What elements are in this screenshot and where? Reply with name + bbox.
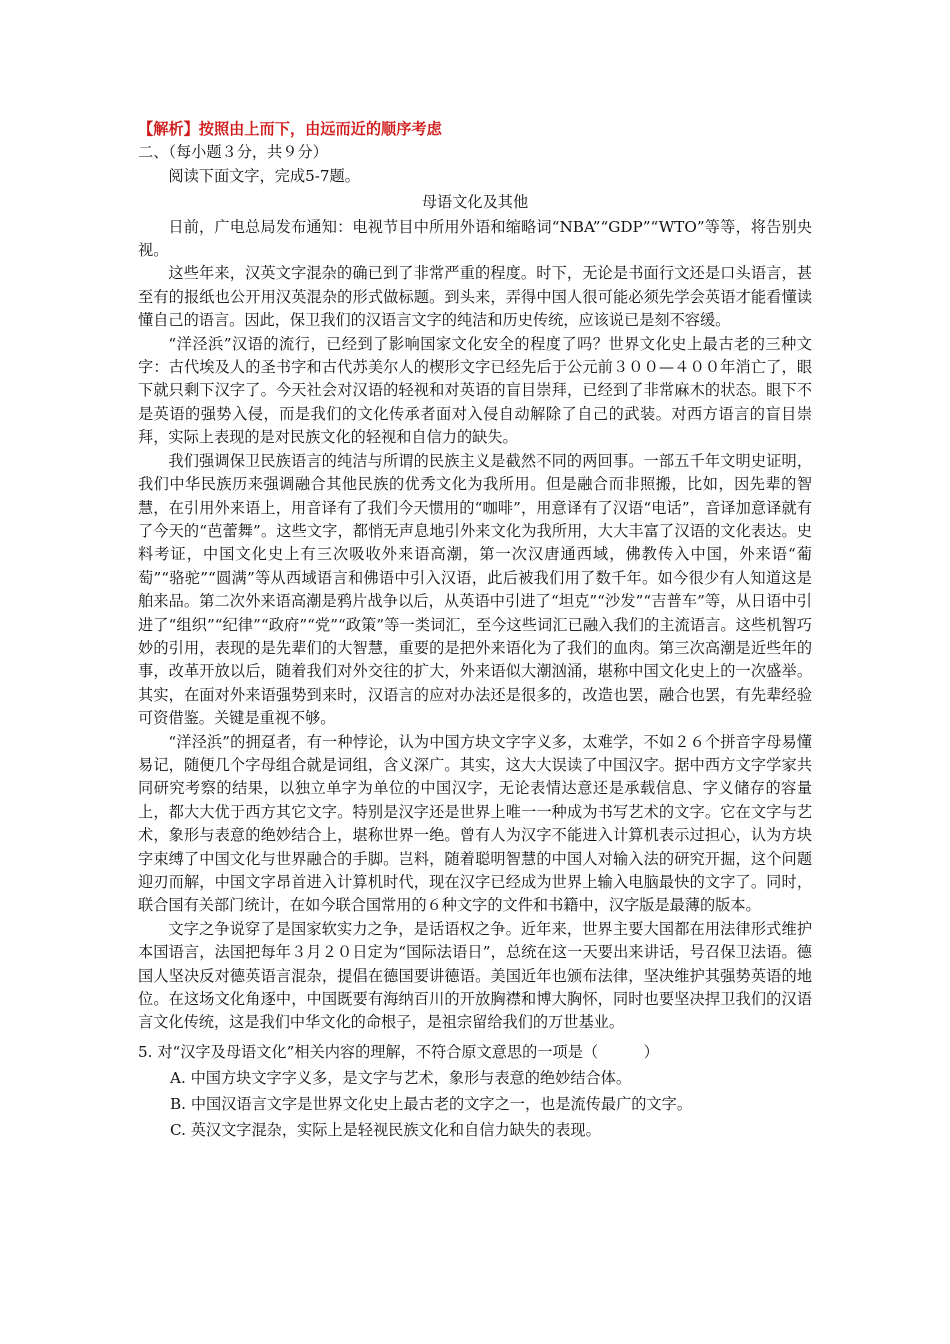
article-paragraph: “洋泾浜”的拥趸者，有一种悖论，认为中国方块文字字义多，太难学，不如２６个拼音字母易懂易记，随便几个字母组合就是词组，含义深广。其实，这大大误读了中国汉字。据中西方文字学家共同研究考察的结果，以独立单字为单位的中国汉字，无论表情达意还是承载信息、字义储存的容量上，都大大优于西方其它文字。特别是汉字还是世界上唯一一种成为书写艺术的文字。它在文字与艺术，象形与表意的绝妙结合上，堪称世界一绝。曾有人为汉字不能进入计算机表示过担心，认为方块字束缚了中国文化与世界融合的手脚。岂料，随着聪明智慧的中国人对输入法的研究开掘，这个问题迎刃而解，中国文字昂首进入计算机时代，现在汉字已经成为世界上输入电脑最快的文字了。同时，联合国有关部门统计，在如今联合国常用的６种文字的文件和书籍中，汉字版是最薄的版本。 — [138, 732, 812, 915]
reading-instruction: 阅读下面文字，完成5-7题。 — [168, 166, 360, 185]
article-paragraph: 日前，广电总局发布通知：电视节目中所用外语和缩略词“NBA”“GDP”“WTO”等等，将告别央视。 — [138, 217, 812, 260]
article-paragraph: 这些年来，汉英文字混杂的确已到了非常严重的程度。时下，无论是书面行文还是口头语言，甚至有的报纸也公开用汉英混杂的形式做标题。到头来，弄得中国人很可能必须先学会英语才能看懂读懂自己的语言。因此，保卫我们的汉语言文字的纯洁和历史传统，应该说已是刻不容缓。 — [138, 264, 812, 330]
question-5-option-b: B. 中国汉语言文字是世界文化史上最古老的文字之一，也是流传最广的文字。 — [170, 1094, 693, 1113]
analysis-line — [138, 118, 812, 141]
analysis-tag: 【解析】 — [138, 120, 199, 138]
article-paragraph: “洋泾浜”汉语的流行，已经到了影响国家文化安全的程度了吗？世界文化史上最古老的三种文字：古代埃及人的圣书字和古代苏美尔人的楔形文字已经先后于公元前３００—４００年消亡了，眼下就只剩下汉字了。今天社会对汉语的轻视和对英语的盲目崇拜，已经到了非常麻木的状态。眼下不是英语的强势入侵，而是我们的文化传承者面对入侵自动解除了自己的武装。对西方语言的盲目崇拜，实际上表现的是对民族文化的轻视和自信力的缺失。 — [138, 334, 812, 447]
question-5-option-c: C. 英汉文字混杂，实际上是轻视民族文化和自信力缺失的表现。 — [170, 1120, 601, 1139]
article-title: 母语文化及其他 — [421, 193, 529, 212]
question-5-stem: 5. 对“汉字及母语文化”相关内容的理解，不符合原文意思的一项是（ ） — [138, 1042, 659, 1061]
article-paragraph: 我们强调保卫民族语言的纯洁与所谓的民族主义是截然不同的两回事。一部五千年文明史证明，我们中华民族历来强调融合其他民族的优秀文化为我所用。但是融合而非照搬，比如，因先辈的智慧，在引用外来语上，用音译有了我们今天惯用的“咖啡”，用意译有了汉语“电话”，音译加意译就有了今天的“芭蕾舞”。这些文字，都悄无声息地引外来文化为我所用，大大丰富了汉语的文化表达。史料考证，中国文化史上有三次吸收外来语高潮，第一次汉唐通西域，佛教传入中国，外来语“葡萄”“骆驼”“圆满”等从西域语言和佛语中引入汉语，此后被我们用了数千年。如今很少有人知道这是舶来品。第二次外来语高潮是鸦片战争以后，从英语中引进了“坦克”“沙发”“吉普车”等，从日语中引进了“组织”“纪律”“政府”“党”“政策”等一类词汇，至今这些词汇已融入我们的主流语言。这些机智巧妙的引用，表现的是先辈们的大智慧，重要的是把外来语化为了我们的血肉。第三次高潮是近些年的事，改革开放以后，随着我们对外交往的扩大，外来语似大潮汹涌，堪称中国文化史上的一次盛举。其实，在面对外来语强势到来时，汉语言的应对办法还是很多的，改造也罢，融合也罢，有先辈经验可资借鉴。关键是重视不够。 — [138, 451, 812, 728]
article-paragraph: 文字之争说穿了是国家软实力之争，是话语权之争。近年来，世界主要大国都在用法律形式维护本国语言，法国把每年３月２０日定为“国际法语日”，总统在这一天要出来讲话，号召保卫法语。德国人坚决反对德英语言混杂，提倡在德国要讲德语。美国近年也颁布法律，坚决维护其强势英语的地位。在这场文化角逐中，中国既要有海纳百川的开放胸襟和博大胸怀，同时也要坚决捍卫我们的汉语言文化传统，这是我们中华文化的命根子，是祖宗留给我们的万世基业。 — [138, 919, 812, 1032]
analysis-text: 按照由上而下，由远而近的顺序考虑 — [198, 120, 442, 138]
question-5-option-a: A. 中国方块文字字义多，是文字与艺术，象形与表意的绝妙结合体。 — [170, 1068, 632, 1087]
section-heading: 二、（每小题３分，共９分） — [138, 143, 328, 162]
document-page — [138, 118, 812, 1143]
